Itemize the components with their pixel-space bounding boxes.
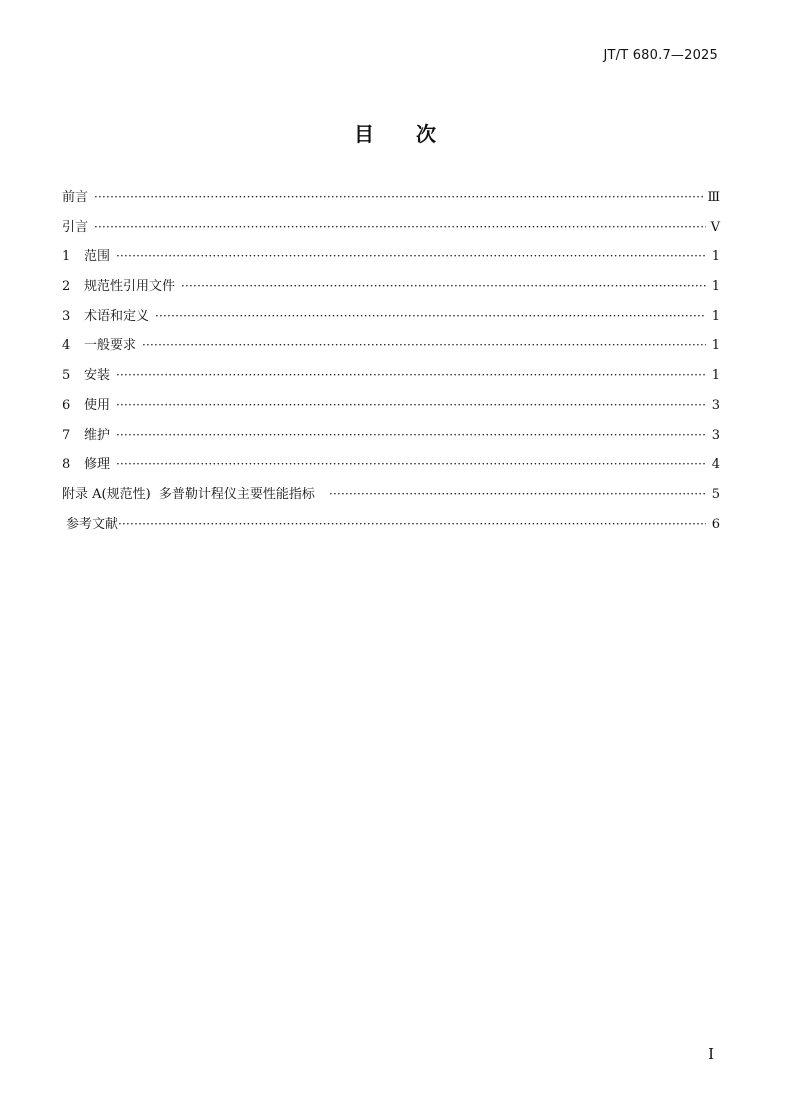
toc-entry-page: 1	[711, 368, 720, 384]
toc-entry-number: 2	[62, 279, 71, 295]
toc-entry-title: 范围	[84, 249, 111, 265]
toc-entry-number: 1	[62, 249, 71, 265]
toc-entry-normative-references[interactable]	[62, 276, 720, 306]
toc-entry-number: 4	[62, 338, 71, 354]
toc-entry-number: 3	[62, 308, 71, 324]
page-title: 目次	[354, 122, 478, 146]
toc-entry-number: 6	[62, 397, 71, 413]
toc-entry-title: 安装	[84, 368, 111, 384]
toc-entry-label	[62, 247, 116, 267]
toc-entry-page: 6	[711, 516, 720, 532]
toc-entry-title: 参考文献	[66, 516, 119, 532]
toc-entry-number: 7	[62, 427, 71, 443]
toc-entry-title: 规范性引用文件	[84, 279, 176, 295]
toc-leader-dots	[155, 306, 706, 326]
toc-entry-page: 1	[711, 279, 720, 295]
toc-leader-dots	[142, 335, 706, 355]
toc-entry-title: 前言	[62, 190, 89, 205]
toc-entry-scope[interactable]	[62, 246, 720, 276]
toc-entry-repair[interactable]	[62, 454, 720, 484]
toc-leader-dots	[181, 276, 706, 296]
toc-entry-page: Ⅲ	[707, 190, 720, 205]
toc-entry-page: 1	[711, 308, 720, 324]
toc-entry-page: 3	[711, 427, 720, 443]
toc-entry-use[interactable]	[62, 395, 720, 425]
toc-leader-dots	[116, 365, 706, 385]
toc-entry-label	[62, 307, 155, 327]
toc-leader-dots	[116, 425, 706, 445]
toc-entry-page: 5	[711, 486, 720, 502]
toc-entry-label	[62, 336, 142, 356]
toc-leader-dots	[94, 187, 703, 207]
toc-entry-title: 使用	[84, 397, 111, 413]
toc-entry-number: 8	[62, 457, 71, 473]
toc-entry-introduction[interactable]	[62, 217, 720, 247]
toc-entry-annex-a[interactable]	[62, 484, 720, 514]
toc-entry-label	[62, 396, 116, 416]
toc-entry-page: 3	[711, 397, 720, 413]
toc-leader-dots	[94, 217, 706, 237]
toc-entry-maintenance[interactable]	[62, 425, 720, 455]
toc-leader-dots	[118, 514, 706, 534]
toc-entry-label	[62, 455, 116, 475]
toc-leader-dots	[116, 454, 706, 474]
toc-entry-terms-definitions[interactable]	[62, 306, 720, 336]
toc-entry-page: 1	[711, 249, 720, 265]
toc-entry-label	[62, 218, 94, 238]
table-of-contents	[62, 187, 720, 543]
toc-entry-title: 附录 A(规范性) 多普勒计程仪主要性能指标	[62, 486, 315, 502]
toc-entry-title: 修理	[84, 457, 111, 473]
toc-entry-label	[62, 426, 116, 446]
toc-entry-number: 5	[62, 368, 71, 384]
toc-entry-foreword[interactable]	[62, 187, 720, 217]
toc-entry-bibliography[interactable]	[62, 514, 720, 544]
toc-leader-dots	[116, 246, 706, 266]
toc-entry-title: 术语和定义	[84, 308, 150, 324]
toc-entry-label	[62, 515, 118, 535]
toc-entry-page: 4	[711, 457, 720, 473]
toc-entry-label	[62, 277, 181, 297]
toc-entry-title: 引言	[62, 219, 89, 235]
toc-entry-installation[interactable]	[62, 365, 720, 395]
toc-leader-dots	[116, 395, 706, 415]
toc-entry-title: 维护	[84, 427, 111, 443]
toc-leader-dots	[329, 484, 706, 504]
toc-entry-title: 一般要求	[84, 338, 137, 354]
toc-entry-page: 1	[711, 338, 720, 354]
page-number: I	[708, 1045, 714, 1063]
toc-entry-general-requirements[interactable]	[62, 335, 720, 365]
toc-entry-label	[62, 366, 116, 386]
toc-entry-page: Ⅴ	[710, 219, 720, 235]
standard-code: JT/T 680.7—2025	[603, 48, 718, 63]
toc-entry-label	[62, 485, 321, 505]
toc-entry-label	[62, 188, 94, 208]
